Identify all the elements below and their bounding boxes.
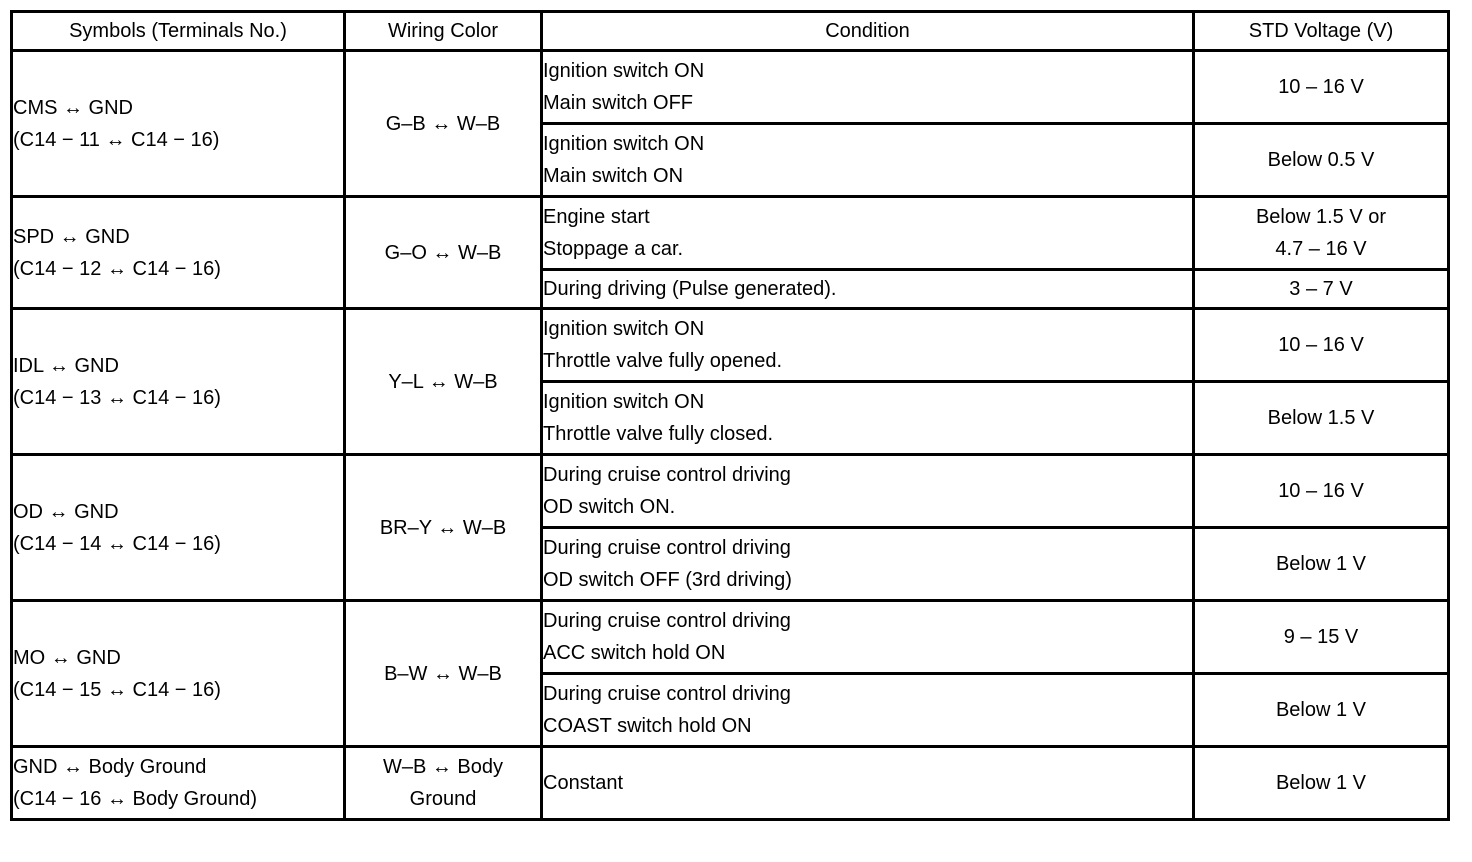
condition-text: During cruise control driving: [543, 464, 791, 486]
condition-cell: [542, 51, 1194, 124]
header-row: [12, 12, 1449, 51]
voltage-cell: [1194, 197, 1449, 270]
condition-text: During driving (Pulse generated).: [543, 278, 837, 300]
condition-cell: [542, 747, 1194, 820]
condition-cell: [542, 674, 1194, 747]
header-symbols: Symbols (Terminals No.): [12, 12, 345, 51]
condition-text: During cruise control driving: [543, 610, 791, 632]
condition-text: Main switch OFF: [543, 92, 694, 114]
condition-cell: [542, 601, 1194, 674]
voltage-text: 10 – 16 V: [1278, 480, 1364, 502]
table-row: [12, 455, 1449, 528]
condition-text: OD switch ON.: [543, 496, 676, 518]
wiring-text: W–B ↔ Body: [382, 756, 504, 778]
condition-text: Ignition switch ON: [543, 60, 705, 82]
condition-text: Ignition switch ON: [543, 318, 705, 340]
symbol-text: SPD ↔ GND: [13, 225, 130, 248]
wiring-text: BR–Y ↔ W–B: [379, 516, 507, 539]
voltage-cell: [1194, 124, 1449, 197]
condition-cell: [542, 528, 1194, 601]
wiring-color-cell: [345, 51, 542, 197]
header-std-voltage: STD Voltage (V): [1194, 12, 1449, 51]
condition-cell: [542, 455, 1194, 528]
wiring-text: G–B ↔ W–B: [385, 112, 501, 135]
voltage-cell: [1194, 528, 1449, 601]
wiring-color-cell: [345, 197, 542, 309]
condition-text: Stoppage a car.: [543, 238, 684, 260]
voltage-text: Below 0.5 V: [1267, 149, 1375, 171]
symbol-text: MO ↔ GND: [13, 646, 121, 669]
header-condition: Condition: [542, 12, 1194, 51]
table-row: [12, 747, 1449, 820]
symbol-text: IDL ↔ GND: [13, 354, 119, 377]
symbol-text: OD ↔ GND: [13, 500, 119, 523]
table-row: [12, 601, 1449, 674]
condition-cell: [542, 270, 1194, 309]
symbol-cell: [12, 747, 345, 820]
condition-cell: [542, 124, 1194, 197]
voltage-cell: [1194, 674, 1449, 747]
condition-text: Engine start: [543, 206, 650, 228]
condition-cell: [542, 382, 1194, 455]
table-row: [12, 51, 1449, 124]
voltage-text: 3 – 7 V: [1289, 278, 1353, 300]
terminal-text: (C14 − 16 ↔ Body Ground): [13, 788, 258, 810]
wiring-color-cell: [345, 601, 542, 747]
voltage-spec-table: [10, 10, 1450, 821]
voltage-spec-table-container: [10, 10, 1450, 821]
condition-text: ACC switch hold ON: [543, 642, 726, 664]
wiring-color-cell: [345, 455, 542, 601]
symbol-cell: [12, 455, 345, 601]
symbol-cell: [12, 309, 345, 455]
table-row: [12, 309, 1449, 382]
symbol-cell: [12, 197, 345, 309]
wiring-color-cell: [345, 309, 542, 455]
table-row: [12, 197, 1449, 270]
header-wiring-color: Wiring Color: [345, 12, 542, 51]
voltage-text: 9 – 15 V: [1283, 626, 1359, 648]
condition-text: Main switch ON: [543, 165, 684, 187]
voltage-text: Below 1 V: [1275, 553, 1367, 575]
voltage-text: 10 – 16 V: [1278, 334, 1364, 356]
wiring-text: Y–L ↔ W–B: [388, 370, 498, 393]
voltage-text: 10 – 16 V: [1278, 76, 1364, 98]
wiring-text: Ground: [409, 788, 477, 810]
terminal-text: (C14 − 14 ↔ C14 − 16): [13, 532, 221, 555]
voltage-text: Below 1.5 V: [1267, 407, 1375, 429]
condition-text: Ignition switch ON: [543, 391, 705, 413]
voltage-cell: [1194, 309, 1449, 382]
condition-cell: [542, 197, 1194, 270]
voltage-cell: [1194, 382, 1449, 455]
voltage-cell: [1194, 270, 1449, 309]
condition-text: Throttle valve fully opened.: [543, 350, 783, 372]
voltage-text: Below 1 V: [1275, 699, 1367, 721]
voltage-cell: [1194, 747, 1449, 820]
terminal-text: (C14 − 12 ↔ C14 − 16): [13, 257, 221, 280]
voltage-text: 4.7 – 16 V: [1275, 238, 1367, 260]
voltage-text: Below 1.5 V or: [1255, 206, 1387, 228]
wiring-text: B–W ↔ W–B: [384, 662, 502, 685]
symbol-cell: [12, 51, 345, 197]
condition-text: During cruise control driving: [543, 683, 791, 705]
voltage-cell: [1194, 455, 1449, 528]
condition-text: COAST switch hold ON: [543, 715, 752, 737]
symbol-text: GND ↔ Body Ground: [13, 756, 207, 778]
voltage-cell: [1194, 601, 1449, 674]
terminal-text: (C14 − 13 ↔ C14 − 16): [13, 386, 221, 409]
terminal-text: (C14 − 15 ↔ C14 − 16): [13, 678, 221, 701]
symbol-cell: [12, 601, 345, 747]
condition-text: OD switch OFF (3rd driving): [543, 569, 792, 591]
condition-text: Ignition switch ON: [543, 133, 705, 155]
condition-text: Throttle valve fully closed.: [543, 423, 774, 445]
condition-text: Constant: [543, 772, 624, 794]
wiring-color-cell: [345, 747, 542, 820]
voltage-text: Below 1 V: [1275, 772, 1367, 794]
terminal-text: (C14 − 11 ↔ C14 − 16): [13, 128, 220, 151]
wiring-text: G–O ↔ W–B: [384, 241, 502, 264]
voltage-cell: [1194, 51, 1449, 124]
symbol-text: CMS ↔ GND: [13, 96, 133, 119]
condition-text: During cruise control driving: [543, 537, 791, 559]
condition-cell: [542, 309, 1194, 382]
